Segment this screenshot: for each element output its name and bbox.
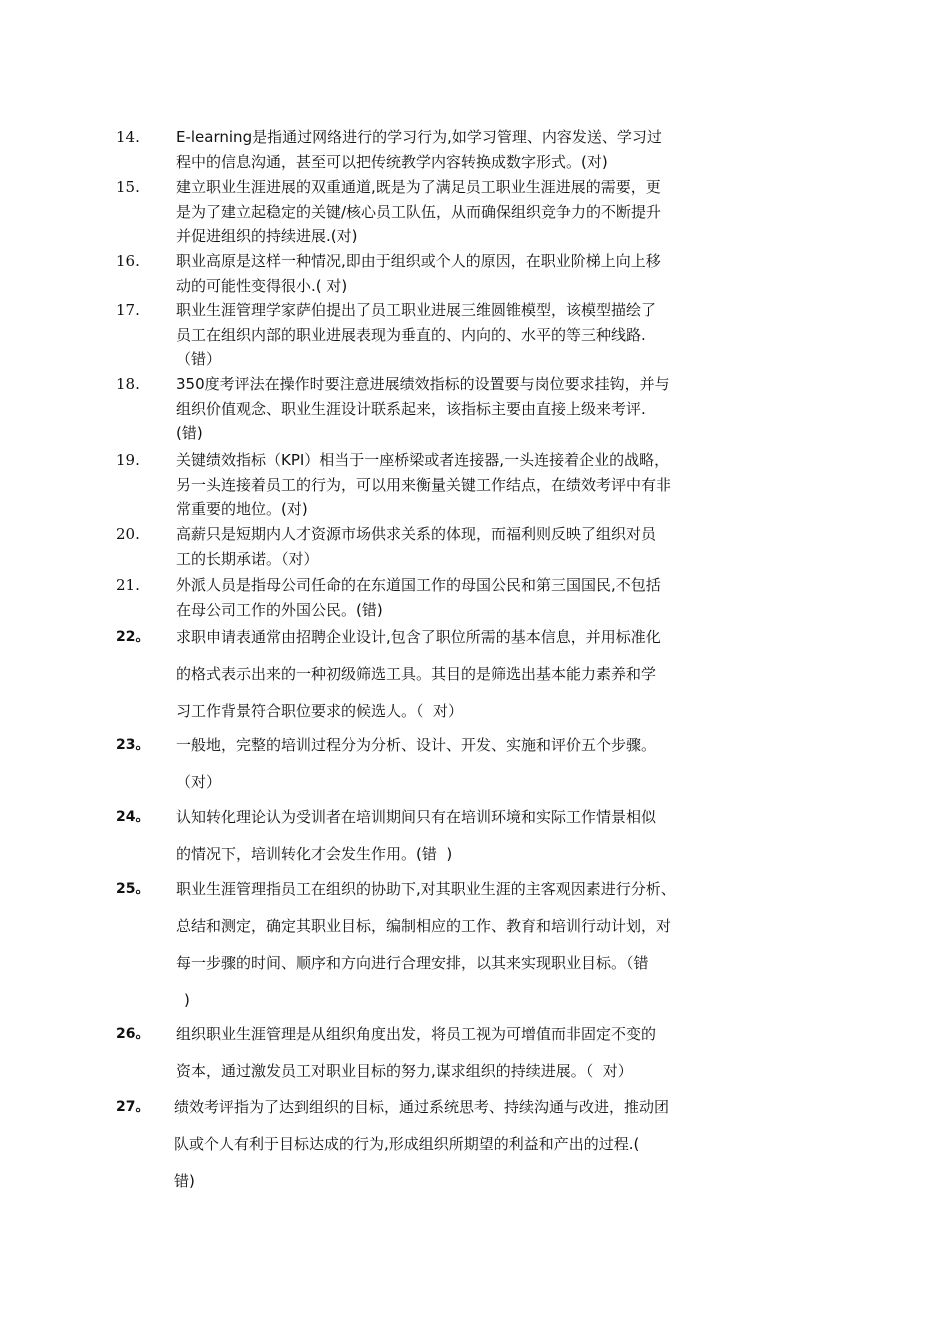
item-number: 27。: [116, 1099, 150, 1115]
item-text-line: 一般地，完整的培训过程分为分析、设计、开发、实施和评价五个步骤。: [176, 736, 657, 754]
item-text-line: 并促进组织的持续进展.(对): [176, 227, 358, 245]
item-number: 20.: [116, 525, 140, 543]
item-text-line: 动的可能性变得很小.( 对): [176, 276, 348, 295]
item-text-line: 每一步骤的时间、顺序和方向进行合理安排，以其来实现职业目标。（错: [176, 954, 649, 972]
item-number: 14.: [116, 128, 140, 146]
item-text-line: 职业生涯管理指员工在组织的协助下,对其职业生涯的主客观因素进行分析、: [176, 880, 676, 898]
item-text-line: 队或个人有利于目标达成的行为,形成组织所期望的利益和产出的过程.(: [174, 1135, 640, 1153]
item-text-line: 外派人员是指母公司任命的在东道国工作的母国公民和第三国国民,不包括: [176, 576, 661, 594]
item-text-line: （对）: [176, 773, 222, 791]
item-text-line: 习工作背景符合职位要求的候选人。（ 对）: [176, 702, 464, 720]
item-text-line: 350度考评法在操作时要注意进展绩效指标的设置要与岗位要求挂钩，并与: [176, 375, 670, 393]
item-text-line: 的情况下，培训转化才会发生作用。(错 ): [176, 845, 453, 863]
item-number: 18.: [116, 375, 140, 393]
item-text-line: 总结和测定，确定其职业目标，编制相应的工作、教育和培训行动计划，对: [176, 917, 672, 935]
item-text-line: 关键绩效指标（KPI）相当于一座桥梁或者连接器,一头连接着企业的战略，: [176, 451, 670, 469]
item-text-line: 高薪只是短期内人才资源市场供求关系的体现，而福利则反映了组织对员: [176, 525, 657, 543]
item-number: 16.: [116, 252, 140, 270]
item-text-line: ): [184, 991, 190, 1009]
item-number: 21.: [116, 576, 140, 594]
item-text-line: 员工在组织内部的职业进展表现为垂直的、内向的、水平的等三种线路.: [176, 325, 646, 344]
item-text-line: 是为了建立起稳定的关键/核心员工队伍，从而确保组织竞争力的不断提升: [176, 202, 662, 221]
item-text-line: 认知转化理论认为受训者在培训期间只有在培训环境和实际工作情景相似: [176, 808, 657, 826]
item-text-line: 组织职业生涯管理是从组织角度出发，将员工视为可增值而非固定不变的: [176, 1025, 657, 1043]
item-text-line: 职业高原是这样一种情况,即由于组织或个人的原因，在职业阶梯上向上移: [176, 252, 661, 270]
item-text-line: 常重要的地位。(对): [176, 500, 308, 518]
item-text-line: 另一头连接着员工的行为，可以用来衡量关键工作结点，在绩效考评中有非: [176, 475, 672, 494]
item-text-line: (错): [176, 424, 203, 442]
item-number: 25。: [116, 881, 150, 897]
item-number: 24。: [116, 809, 150, 825]
item-text-line: 求职申请表通常由招聘企业设计,包含了职位所需的基本信息，并用标准化: [176, 628, 661, 646]
item-number: 15.: [116, 178, 140, 196]
item-text-line: 工的长期承诺。（对）: [176, 549, 319, 568]
item-number: 19.: [116, 451, 140, 469]
item-number: 17.: [116, 301, 140, 319]
item-text-line: 组织价值观念、职业生涯设计联系起来，该指标主要由直接上级来考评.: [176, 399, 646, 418]
item-number: 23。: [116, 737, 150, 753]
item-text-line: 建立职业生涯进展的双重通道,既是为了满足员工职业生涯进展的需要，更: [176, 178, 661, 196]
item-text-line: （错）: [176, 350, 222, 368]
item-number: 26。: [116, 1026, 150, 1042]
item-text-line: 错): [174, 1172, 195, 1190]
item-text-line: 资本，通过激发员工对职业目标的努力,谋求组织的持续进展。（ 对）: [176, 1062, 633, 1080]
item-text-line: 的格式表示出来的一种初级筛选工具。其目的是筛选出基本能力素养和学: [176, 665, 657, 683]
item-text-line: 在母公司工作的外国公民。(错): [176, 600, 383, 619]
item-text-line: 程中的信息沟通，甚至可以把传统教学内容转换成数字形式。(对): [176, 152, 608, 171]
item-text-line: 职业生涯管理学家萨伯提出了员工职业进展三维圆锥模型，该模型描绘了: [176, 301, 657, 319]
item-number: 22。: [116, 629, 150, 645]
item-text-line: 绩效考评指为了达到组织的目标，通过系统思考、持续沟通与改进，推动团: [174, 1098, 670, 1116]
item-text-line: E-learning是指通过网络进行的学习行为,如学习管理、内容发送、学习过: [176, 128, 662, 146]
